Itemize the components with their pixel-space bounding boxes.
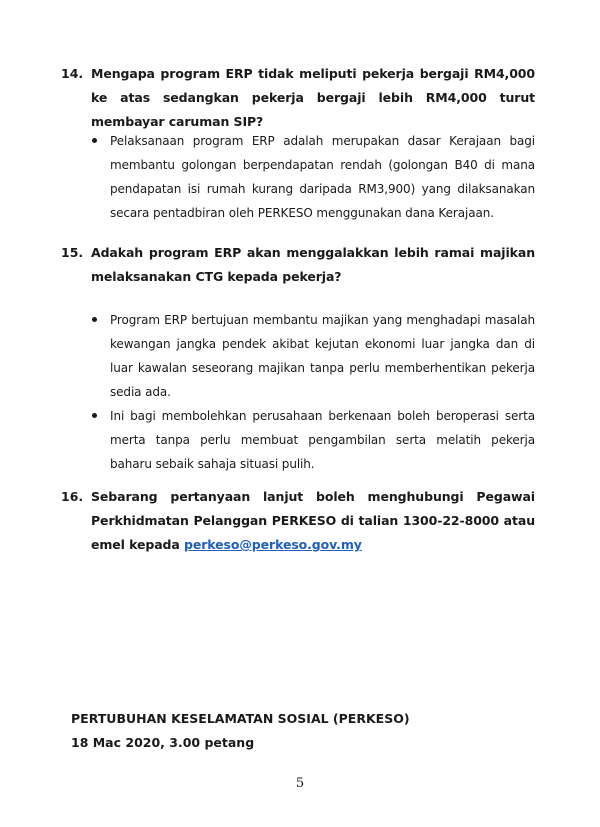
email-link[interactable]: perkeso@perkeso.gov.my: [184, 537, 362, 552]
bullet-icon: [92, 413, 97, 418]
answer-text: Program ERP bertujuan membantu majikan yang menghadapi masalah kewangan jangka pendek akibat kejutan ekonomi luar jangka dan di luar kawalan seseorang majikan tanpa perlu memberhentikan pekerja sedia ada.: [110, 313, 535, 399]
answer-text: Ini bagi membolehkan perusahaan berkenaan boleh beroperasi serta merta tanpa perlu membuat pengambilan serta melatih pekerja baharu sebaik sahaja situasi pulih.: [110, 409, 535, 471]
question-16-number: 16.: [61, 489, 84, 504]
organization-name: PERTUBUHAN KESELAMATAN SOSIAL (PERKESO): [71, 711, 410, 726]
question-14-answer-1: [91, 129, 535, 225]
release-date: 18 Mac 2020, 3.00 petang: [71, 735, 255, 750]
question-14-answer-list: [91, 129, 535, 225]
question-14-text: Mengapa program ERP tidak meliputi pekerja bergaji RM4,000 ke atas sedangkan pekerja bergaji lebih RM4,000 turut membayar caruman SIP?: [91, 66, 535, 129]
question-16-text: [91, 485, 535, 557]
question-15-answer-2: [91, 404, 535, 476]
question-14-number: 14.: [61, 66, 84, 81]
answer-text: Pelaksanaan program ERP adalah merupakan dasar Kerajaan bagi membantu golongan berpendapatan rendah (golongan B40 di mana pendapatan isi rumah kurang daripada RM3,900) yang dilaksanakan secara pentadbiran oleh PERKESO menggunakan dana Kerajaan.: [110, 134, 535, 220]
question-15-text: Adakah program ERP akan menggalakkan lebih ramai majikan melaksanakan CTG kepada pekerja?: [91, 245, 535, 284]
question-16-body: Sebarang pertanyaan lanjut boleh menghubungi Pegawai Perkhidmatan Pelanggan PERKESO di talian 1300-22-8000 atau emel kepada: [91, 489, 535, 552]
bullet-icon: [92, 138, 97, 143]
bullet-icon: [92, 317, 97, 322]
question-15-answer-list: [91, 308, 535, 476]
question-15-number: 15.: [61, 245, 84, 260]
page-number: 5: [295, 776, 305, 791]
question-15-answer-1: [91, 308, 535, 404]
